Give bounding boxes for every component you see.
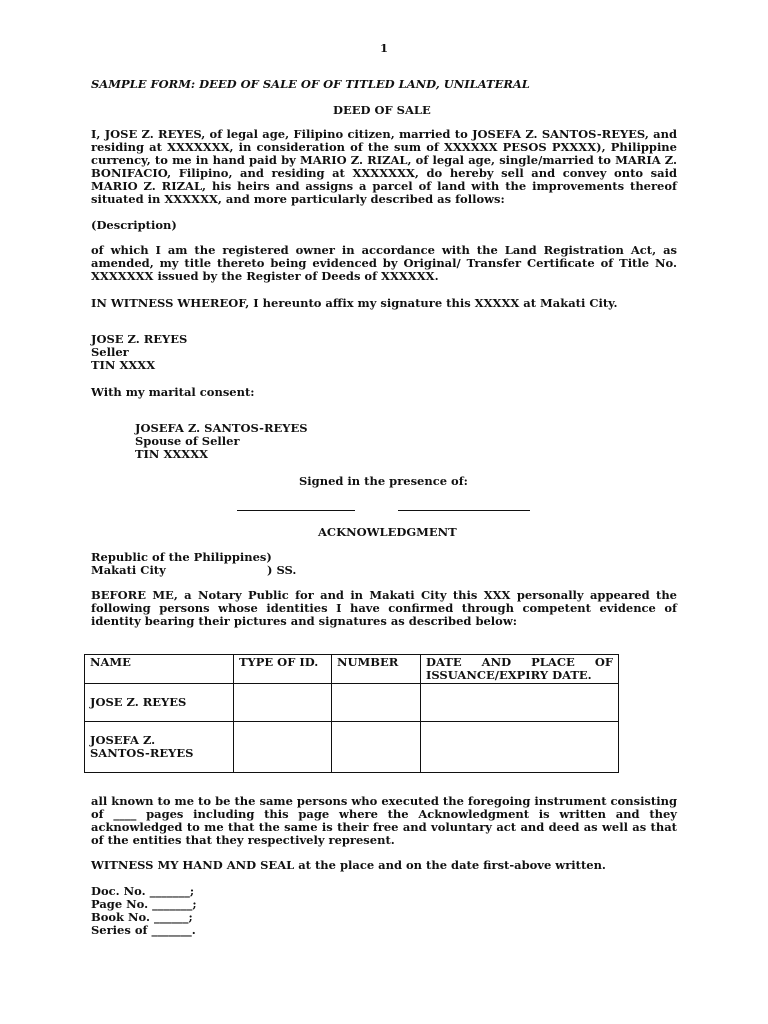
witness-signature-line-1 — [237, 510, 355, 511]
form-title: SAMPLE FORM: DEED OF SALE OF OF TITLED LAND, UNILATERAL — [91, 77, 530, 91]
cell-name: JOSE Z. REYES — [85, 684, 234, 722]
witness-signature-line-2 — [398, 510, 530, 511]
page-number-entry: Page No. _______; — [91, 897, 197, 911]
identity-table — [84, 654, 619, 773]
book-number: Book No. ______; — [91, 910, 193, 924]
header-date-place: DATE AND PLACE OF ISSUANCE/EXPIRY DATE. — [421, 655, 619, 684]
acknowledgment-heading: ACKNOWLEDGMENT — [318, 525, 457, 539]
seller-tin: TIN XXXX — [91, 358, 156, 372]
cell-type-of-id — [234, 684, 332, 722]
paragraph-sale: I, JOSE Z. REYES, of legal age, Filipino citizen, married to JOSEFA Z. SANTOS-REYES, and residing at XXXXXXX, in consideration of the sum of XXXXXX PESOS PXXXX), Philippine currency, to me in hand paid by MARIO Z. RIZAL, of legal age, single/married to MARIA Z. BONIFACIO, Filipino, and residing at XXXXXXX, do hereby sell and convey onto said MARIO Z. RIZAL, his heirs and assigns a parcel of land with the improvements thereof situated in XXXXXX, and more particularly described as follows: — [91, 127, 677, 206]
seller-name: JOSE Z. REYES — [91, 332, 188, 346]
series-year: Series of _______. — [91, 923, 196, 937]
table-header-row — [85, 655, 619, 684]
seller-role: Seller — [91, 345, 129, 359]
paragraph-witness-whereof: IN WITNESS WHEREOF, I hereunto affix my signature this XXXXX at Makati City. — [91, 296, 618, 310]
cell-name: JOSEFA Z. SANTOS-REYES — [85, 722, 234, 773]
paragraph-known-persons: all known to me to be the same persons who executed the foregoing instrument consisting of ____ pages including this page where the Acknowledgment is written and they acknowledged to me that the same is their free and voluntary act and deed as well as that of the entities that they respectively represent. — [91, 794, 677, 847]
venue-ss: ) SS. — [267, 563, 297, 577]
paragraph-before-me: BEFORE ME, a Notary Public for and in Makati City this XXX personally appeared the following persons whose identities I have confirmed through competent evidence of identity bearing their pictures and signatures as described below: — [91, 588, 677, 628]
description-label: (Description) — [91, 218, 177, 232]
seller-block — [91, 333, 187, 372]
header-name: NAME — [85, 655, 234, 684]
venue-city: Makati City — [91, 563, 166, 577]
header-number: NUMBER — [332, 655, 421, 684]
spouse-role: Spouse of Seller — [135, 434, 240, 448]
table-row — [85, 684, 619, 722]
spouse-block — [135, 422, 308, 461]
spouse-name: JOSEFA Z. SANTOS-REYES — [135, 421, 308, 435]
paragraph-ownership: of which I am the registered owner in accordance with the Land Registration Act, as amended, my title thereto being evidenced by Original/ Transfer Certificate of Title No. XXXXXXX issued by the Register of Deeds of XXXXXX. — [91, 243, 677, 283]
cell-date-place — [421, 684, 619, 722]
venue-block — [91, 551, 351, 577]
cell-type-of-id — [234, 722, 332, 773]
notarial-register — [91, 885, 197, 937]
table-row — [85, 722, 619, 773]
signed-presence: Signed in the presence of: — [299, 474, 468, 488]
header-type-of-id: TYPE OF ID. — [234, 655, 332, 684]
deed-heading: DEED OF SALE — [333, 103, 431, 117]
marital-consent: With my marital consent: — [91, 385, 255, 399]
cell-number — [332, 684, 421, 722]
venue-line-1: Republic of the Philippines) — [91, 550, 272, 564]
cell-number — [332, 722, 421, 773]
doc-number: Doc. No. _______; — [91, 884, 195, 898]
page-number: 1 — [380, 41, 389, 55]
paragraph-hand-seal: WITNESS MY HAND AND SEAL at the place and on the date first-above written. — [91, 858, 606, 872]
cell-date-place — [421, 722, 619, 773]
spouse-tin: TIN XXXXX — [135, 447, 209, 461]
